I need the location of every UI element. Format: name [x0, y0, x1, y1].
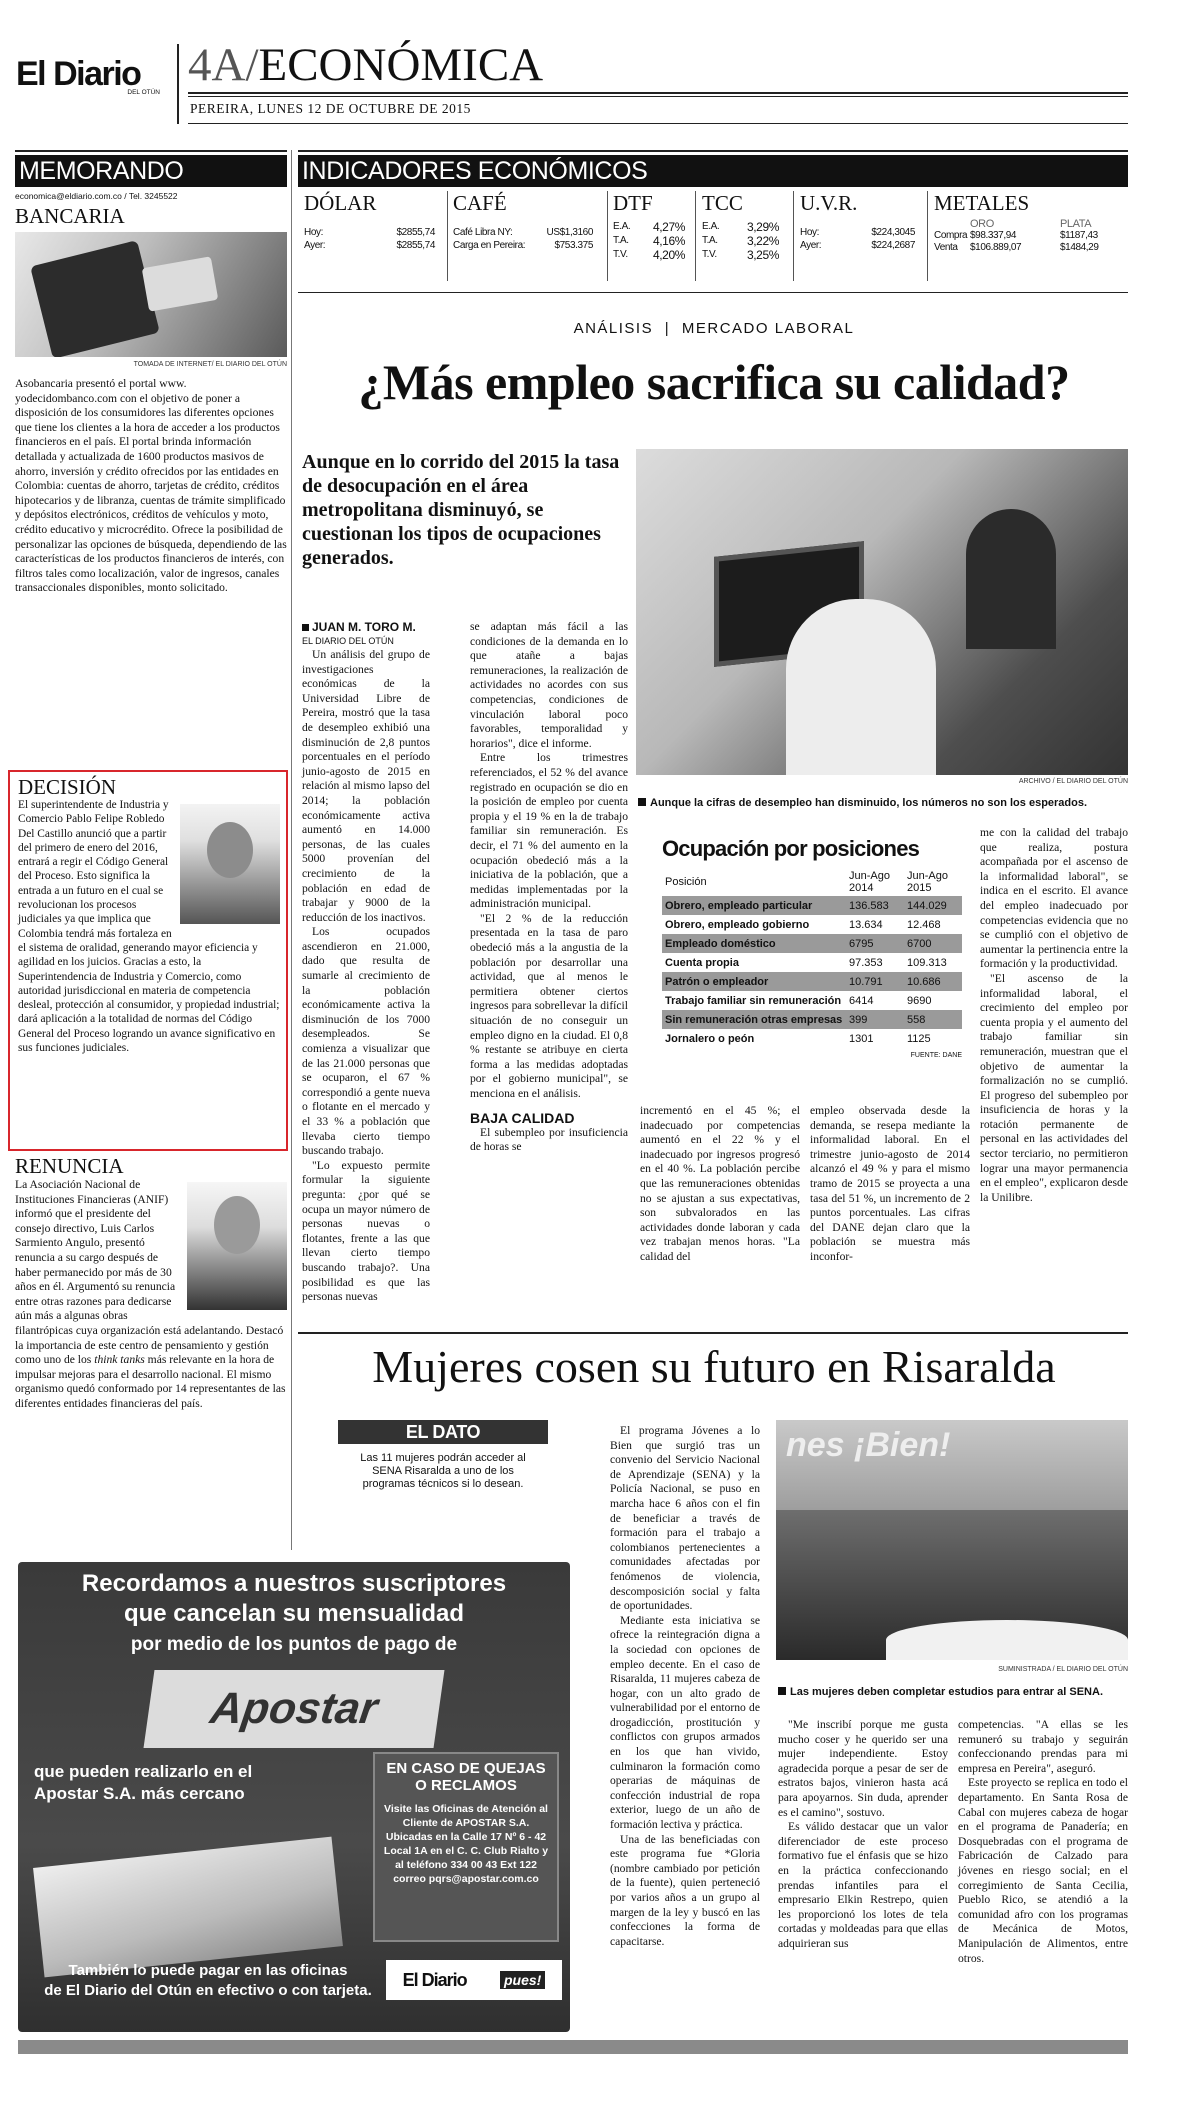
renuncia-section [15, 1154, 287, 1412]
value: $2855,74 [396, 240, 435, 251]
position-cell: Jornalero o peón [665, 1032, 755, 1045]
dolar-rows [304, 226, 447, 252]
value-cell: 9690 [907, 994, 932, 1007]
ad-bottom-1: También lo puede pagar en las oficinas [68, 1962, 348, 1979]
label: T.A. [613, 235, 629, 246]
article-deck: Aunque en lo corrido del 2015 la tasa de desocupación en el área metropolitana disminuyó, se cuestionan los tipos de ocupaciones generados. [302, 451, 620, 569]
tcc-block [696, 191, 794, 281]
value-cell: 109.313 [907, 956, 947, 969]
logo-sub: DEL OTÚN [127, 89, 160, 96]
tcc-rows [702, 220, 793, 262]
dtf-rows [613, 220, 695, 262]
table-row [662, 915, 962, 934]
renuncia-text-b: más relevante en la hora de impulsar mejoras para el desarrollo nacional. El mismo organismo quedó conformado por 14 representantes de las diferentes entidades financieras del país. [15, 1353, 286, 1410]
article-column-5 [980, 826, 1128, 1205]
value-cell: 136.583 [846, 896, 904, 915]
table-row [662, 991, 962, 1010]
masthead-divider [177, 44, 179, 124]
tcc-title: TCC [702, 191, 743, 215]
column-divider [291, 150, 292, 1550]
kicker-sep: | [664, 320, 671, 337]
paragraph: competencias. "A ellas se les remuneró su trabajo y seguirán confeccionando prendas para mi empresa en Pereira", aseguró. [958, 1718, 1128, 1775]
el-dato-text: Las 11 mujeres podrán acceder al SENA Risaralda a uno de los programas técnicos si lo desean. [360, 1452, 526, 1490]
el-dato-box [338, 1420, 548, 1491]
value-cell: 10.791 [846, 972, 904, 991]
section-name: ECONÓMICA [258, 39, 544, 91]
masthead-logo [16, 56, 166, 96]
article-column-4 [810, 1104, 970, 1265]
paragraph: Este proyecto se replica en todo el departamento. En Santa Rosa de Cabal con mujeres cabeza de hogar en el programa de Panadería; en Dosquebradas con el programa de Fabricación de Calzado para jóvenes en riesgo social; en el corregimiento de Santa Cecilia, Pueblo Rico, se atendió a la comunidad afro con los programas de Mecánica de Motos, Manipulación de Alimentos, entre otros. [958, 1776, 1128, 1965]
dateline: PEREIRA, LUNES 12 DE OCTUBRE DE 2015 [190, 101, 471, 116]
value: 3,29% [746, 220, 779, 234]
ad-line-3: por medio de los puntos de pago de [130, 1634, 458, 1655]
label: T.V. [613, 249, 628, 260]
oro-label: ORO [970, 218, 994, 230]
card-terminal-shape [30, 240, 160, 357]
mujeres-column-2 [778, 1718, 948, 1952]
metales-block [928, 191, 1128, 281]
value: 4,20% [652, 248, 685, 262]
paragraph: "Lo expuesto permite formular la siguiente pregunta: ¿por qué se ocupa un mayor número de personas nuevas o flotantes, frente a las que llevan cierto tiempo buscando trabajo?. Una posibilidad es que las personas nuevas [302, 1158, 430, 1304]
table-source: FUENTE: DANE [910, 1052, 962, 1059]
paragraph: Es válido destacar que un valor diferenciador de este proceso formativo fue el énfasis que se hizo en la práctica confeccionando prendas infantiles para el empresario Elkin Restrepo, quien les proporcionó los lotes de tela cortadas y moldeadas para que ellas adquirieran sus [778, 1820, 948, 1950]
indicadores-header: INDICADORES ECONÓMICOS [298, 155, 1128, 187]
value: $753.375 [554, 240, 593, 251]
value-cell: 144.029 [904, 896, 962, 915]
mujeres-column-1 [610, 1424, 760, 1949]
value: $224,3045 [871, 227, 915, 238]
ad-box-text: Visite las Oficinas de Atención al Cliente de APOSTAR S.A. Ubicadas en la Calle 17 Nº 6 - 42 Local 1A en el C. C. Club Rialto y al teléfono 334 00 43 Ext 122 correo pqrs@apostar.com.co [383, 1803, 549, 1885]
value-cell: 1301 [849, 1032, 874, 1045]
ad-line-4: que pueden realizarlo en el [34, 1762, 253, 1781]
article-kicker [300, 320, 1128, 337]
newspapers-shape [33, 1837, 343, 1978]
ocupacion-table [662, 836, 962, 1059]
uvr-rows [800, 226, 927, 252]
ad-logo-eldiario: El Diario [402, 1969, 467, 1990]
decision-box [8, 770, 288, 1151]
portrait-head [207, 822, 253, 878]
col-header: Jun-Ago 2015 [907, 870, 948, 894]
value: $2855,74 [396, 227, 435, 238]
article-headline: ¿Más empleo sacrifica su calidad? [358, 354, 1070, 410]
table-shape [886, 1620, 1128, 1660]
paragraph: "El ascenso de la informalidad laboral, el crecimiento del empleo por cuenta propia y el aumento del trabajo familiar sin remuneración, muestran que el objetivo de aumentar la formalización no se cumplió. El progreso del subempleo por insuficiencia de horas y la rotación permanente de personal en las actividades del sector terciario, no permitieron lograr una mayor permanencia en el empleo", explicaron desde la Unilibre. [980, 971, 1128, 1204]
renuncia-portrait [187, 1182, 287, 1310]
rule [298, 292, 1128, 293]
value-cell: 6795 [846, 934, 904, 953]
rule [298, 1332, 1128, 1334]
venta-label: Venta [934, 242, 958, 253]
page-number: 4A/ [188, 39, 259, 91]
paragraph: incrementó en el 45 %; el inadecuado por competencias aumentó en el 22 % y el inadecuado por ingresos progresó en el 40 %. La población percibe que las remuneraciones obtenidas no se ajustan a sus expectativas, son subvalorados en las actividades donde laboran y cada vez trabajan menos horas. "La calidad del [640, 1104, 800, 1263]
renuncia-title: RENUNCIA [15, 1154, 124, 1178]
value: 4,16% [652, 234, 685, 248]
paragraph: "El 2 % de la reducción presentada en la tasa de paro obedeció más a la angustia de la población por desarrollar una actividad, que al menos le permitiera obtener ciertos ingresos para sobrellevar la difícil situación de no conseguir un empleo digno en la ciudad. El 0,8 % restante se atribuye en cierta forma a las medidas adoptadas por el gobierno municipal", se menciona en el análisis. [470, 911, 628, 1100]
photo-banner: nes ¡Bien! [786, 1426, 951, 1464]
ad-line-5: Apostar S.A. más cercano [34, 1784, 245, 1803]
dolar-title: DÓLAR [304, 191, 377, 215]
label: Ayer: [800, 240, 822, 251]
rule [188, 96, 1128, 97]
col-header: Posición [665, 876, 707, 888]
ad-box-title-2: O RECLAMOS [415, 1777, 517, 1794]
paragraph: empleo observada desde la demanda, se resepa mediante la informalidad laboral. En el trimestre junio-agosto de 2014 alcanzó el 49 % y para el mismo tramo de 2015 se proyecta a una tasa del 51 %, un incremento de 2 puntos porcentuales. Las cifras del DANE dejan claro que la población se muestra más inconfor- [810, 1104, 970, 1263]
compra-label: Compra [934, 230, 968, 241]
byline-name: JUAN M. TORO M. [312, 620, 416, 634]
table [662, 868, 962, 1048]
ad-logo-pues: pues! [500, 1971, 545, 1989]
table-row [662, 953, 962, 972]
metales-grid [934, 218, 1128, 254]
label: E.A. [702, 221, 720, 232]
col-header: Jun-Ago 2014 [849, 870, 890, 894]
article-column-3 [640, 1104, 800, 1265]
label: Carga en Pereira: [453, 240, 526, 251]
mujeres-headline: Mujeres cosen su futuro en Risaralda [372, 1341, 1056, 1392]
mujeres-column-3 [958, 1718, 1128, 1966]
metales-title: METALES [934, 191, 1030, 215]
bancaria-title: BANCARIA [15, 204, 125, 228]
decision-title: DECISIÓN [18, 775, 116, 799]
caption-square-icon [778, 1687, 786, 1695]
position-cell: Empleado doméstico [662, 934, 846, 953]
apostar-brand: Apostar [207, 1684, 381, 1733]
indicadores-panel [298, 150, 1128, 281]
value-cell: 10.686 [904, 972, 962, 991]
byline-square-icon [302, 624, 309, 631]
rule [298, 150, 1128, 152]
caption-text: Aunque la cifras de desempleo han disminuido, los números no son los esperados. [650, 797, 1088, 809]
kicker-a: ANÁLISIS [573, 320, 654, 337]
dolar-block [298, 191, 448, 281]
paragraph: "Me inscribí porque me gusta mucho coser y he querido ser una mujer independiente. Estoy agradecida porque a pesar de ser de estratos bajos, vinieron hasta acá para apoyarnos. Sin duda, aprender es el camino", sostuvo. [778, 1718, 948, 1819]
rule [188, 123, 1128, 124]
value-cell: 6414 [849, 994, 874, 1007]
value: $224,2687 [871, 240, 915, 251]
oro-venta: $106.889,07 [970, 242, 1022, 253]
plata-venta: $1484,29 [1060, 242, 1099, 253]
paragraph: El subempleo por insuficiencia de horas se [470, 1125, 628, 1154]
label: T.V. [702, 249, 717, 260]
ad-box-title-1: EN CASO DE QUEJAS [386, 1760, 546, 1777]
table-row [662, 1029, 962, 1048]
value-cell: 6700 [904, 934, 962, 953]
article-photo-caption [638, 797, 1128, 809]
mujeres-photo [776, 1420, 1128, 1660]
position-cell: Sin remuneración otras empresas [662, 1010, 846, 1029]
memorando-header: MEMORANDO [15, 155, 287, 187]
el-dato-title: EL DATO [338, 1420, 548, 1444]
memorando-column [15, 150, 287, 596]
renuncia-text-a: La Asociación Nacional de Instituciones Financieras (ANIF) informó que el presidente del consejo directivo, Luis Carlos Sarmiento Angulo, presentó renuncia a su cargo después de haber permanecido por más de 30 años en él. Argumentó su renuncia entre otras razones para dedicarse aún más a algunas obras filantrópicas cuya organización está adelantando. Destacó la importancia de este centro de pensamiento y gestión como uno de los [15, 1178, 284, 1367]
paragraph: Entre los trimestres referenciados, el 52 % del avance registrado en ocupación se dio en la posición de empleo por cuenta propia y el 19 % en la de trabajo familiar sin remuneración. Es decir, el 71 % del aumento en la ocupación obedeció más a la iniciativa de la población, que a medidas implementadas por la administración municipal. [470, 751, 628, 911]
value: 3,25% [746, 248, 779, 262]
paragraph: se adaptan más fácil a las condiciones de la demanda en lo que atañe a bajas remuneraciones, la realización de actividades no acordes con sus competencias, condiciones de vinculación laboral poco favorables, temporalidad y horarios", dice el informe. [470, 620, 628, 750]
indicadores-grid [298, 191, 1128, 281]
value: 4,27% [652, 220, 685, 234]
position-cell: Cuenta propia [665, 956, 739, 969]
ad-logos [386, 1960, 562, 2000]
cafe-rows [453, 226, 607, 252]
value-cell: 13.634 [849, 918, 883, 931]
mujeres-photo-credit: SUMINISTRADA / EL DIARIO DEL OTÚN [998, 1666, 1128, 1673]
article-photo-credit: ARCHIVO / EL DIARIO DEL OTÚN [1018, 778, 1128, 785]
uvr-block [794, 191, 928, 281]
paragraph: Un análisis del grupo de investigaciones económicas de la Universidad Libre de Pereira, mostró que la tasa de desempleo exhibió una disminución de 2,8 puntos porcentuales en el período junio-agosto de 2015 en relación al mismo lapso del 2014; la población económicamente activa aumentó en 14.000 personas, de las cuales 5000 provenían del crecimiento de la población en edad de trabajar y 9000 de la reducción de los inactivos. [302, 648, 430, 924]
article-column-2 [470, 620, 628, 1155]
plata-compra: $1187,43 [1060, 230, 1098, 241]
position-cell: Obrero, empleado gobierno [665, 918, 810, 931]
value: US$1,3160 [546, 227, 593, 238]
apostar-logo [144, 1670, 445, 1748]
ad-line-1: Recordamos a nuestros suscriptores [81, 1570, 507, 1597]
person-shape [786, 599, 936, 775]
article-photo [636, 449, 1128, 775]
mujeres-photo-caption [778, 1686, 1130, 1698]
apostar-ad [18, 1562, 570, 2032]
oro-compra: $98.337,94 [970, 230, 1017, 241]
label: T.A. [702, 235, 718, 246]
position-cell: Patrón o empleador [662, 972, 846, 991]
value-cell: 1125 [907, 1032, 931, 1045]
card-shape [142, 256, 219, 311]
bancaria-photo-credit: TOMADA DE INTERNET/ EL DIARIO DEL OTÚN [133, 361, 287, 368]
rule [15, 150, 287, 152]
memorando-contact: economica@eldiario.com.co / Tel. 3245522 [15, 191, 178, 201]
paragraph: me con la calidad del trabajo que realiza, postura acompañada por el ascenso de la informalidad laboral", se indica en el escrito. El avance del empleo inadecuado por competencias evidencia que no se cumplió con el objetivo de aumentar la pertinencia entre la formación y la productividad. [980, 826, 1128, 971]
table-row [662, 1010, 962, 1029]
person-shape [966, 509, 1056, 649]
kicker-b: MERCADO LABORAL [681, 320, 855, 337]
table-row [662, 896, 962, 915]
renuncia-text-em: think tanks [94, 1353, 145, 1367]
cafe-title: CAFÉ [453, 191, 507, 215]
ad-line-2: que cancelan su mensualidad [123, 1600, 465, 1627]
cafe-block [448, 191, 608, 281]
paragraph: Una de las beneficiadas con este programa fue *Gloria (nombre cambiado por petición de la fuente), quien perteneció por varios años a un grupo al margen de la ley y buscó en las confecciones la forma de capacitarse. [610, 1832, 760, 1948]
table-title: Ocupación por posiciones [662, 836, 920, 861]
value-cell: 558 [904, 1010, 962, 1029]
plata-label: PLATA [1060, 218, 1092, 230]
logo-main: El Diario [16, 55, 141, 93]
paragraph: Los ocupados ascendieron en 21.000, dado que resulta de sumarle al crecimiento de la población económicamente activa la disminución de los 7000 desempleados. Se comienza a visualizar que de las 21.000 personas que se ocuparon, el 67 % correspondió a gente nueva o flotante en el mercado y el 33 % a población que llevaba cierto tiempo buscando trabajo. [302, 925, 430, 1158]
dtf-block [608, 191, 696, 281]
value: 3,22% [746, 234, 779, 248]
decision-portrait [180, 804, 280, 924]
label: Hoy: [304, 227, 323, 238]
paragraph: El programa Jóvenes a lo Bien que surgió tras un convenio del Servicio Nacional de Aprendizaje (SENA) y la Policía Nacional, se puso en marcha hace 6 años con el fin de beneficiar a través de formación para el trabajo a colombianos pertenecientes a comunidades afectadas por fenómenos de violencia, descomposición social y falta de oportunidades. [610, 1424, 760, 1613]
caption-square-icon [638, 798, 646, 806]
paragraph: Mediante esta iniciativa se ofrece la reintegración digna a la sociedad con opciones de empleo decente. En el caso de Risaralda, 11 mujeres cabeza de hogar, con un alto grado de vulnerabilidad por el entorno de drogadicción, prostitución y conflictos con grupos armados en los que han vivido, culminaron la formación como operarias de máquinas de confección industrial de ropa exterior, luego de un año de formación lectiva y práctica. [610, 1613, 760, 1832]
byline-org: EL DIARIO DEL OTÚN [302, 636, 394, 646]
rule [188, 92, 1128, 94]
table-header-row [662, 868, 962, 896]
article-column-1 [302, 620, 430, 1305]
portrait-head [214, 1196, 260, 1254]
value-cell: 12.468 [907, 918, 941, 931]
uvr-title: U.V.R. [800, 191, 858, 215]
byline [302, 620, 430, 634]
caption-text: Las mujeres deben completar estudios para entrar al SENA. [790, 1686, 1103, 1698]
table-row [662, 934, 962, 953]
value-cell: 399 [846, 1010, 904, 1029]
value-cell: 97.353 [849, 956, 883, 969]
ad-bottom-2: de El Diario del Otún en efectivo o con tarjeta. [44, 1982, 372, 1999]
decision-text: El superintendente de Industria y Comercio Pablo Felipe Robledo Del Castillo anunció que a partir del primero de enero del 2016, entrará a regir el Código General del Proceso. Esto significa la entrada a un futuro en el cual se revolucionan los procesos judiciales ya que implica que Colombia tendrá más fortaleza en el sistema de oralidad, generando mayor eficiencia y agilidad en los juicios. Gracias a esto, la Superintendencia de Industria y Comercio, como autoridad jurisdiccional en materia de competencia desleal, protección al consumidor, y propiedad industrial; dará aplicación a la totalidad de normas del Código General del Proceso logrando un avance significativo en sus funciones judiciales. [18, 799, 280, 1055]
table-row [662, 972, 962, 991]
bancaria-photo [15, 232, 287, 357]
position-cell: Trabajo familiar sin remuneración [665, 994, 842, 1007]
label: Café Libra NY: [453, 227, 513, 238]
label: Ayer: [304, 240, 326, 251]
subhead: BAJA CALIDAD [470, 1109, 575, 1126]
label: Hoy: [800, 227, 819, 238]
dtf-title: DTF [613, 191, 653, 215]
ad-complaints-box [373, 1752, 559, 1942]
page-title [188, 38, 543, 92]
bottom-band [18, 2040, 1128, 2054]
position-cell: Obrero, empleado particular [662, 896, 846, 915]
label: E.A. [613, 221, 631, 232]
bancaria-text: Asobancaria presentó el portal www. yodecidombanco.com con el objetivo de poner a disposición de los consumidores las diferentes opciones que tiene los clientes a la hora de acceder a los productos financieros en el país. El portal brinda información detallada y actualizada de 1600 productos masivos de ahorro, inversión y crédito ofrecidos por las entidades en Colombia: cuentas de ahorro, tarjetas de crédito, créditos hipotecarios y de libranza, cuentas de trámite simplificado y depósitos electrónicos, créditos de vehículos y moto, crédito educativo y microcrédito. Ofrece la posibilidad de personalizar las opciones de búsqueda, dependiendo de las características de los productos financieros de interés, con filtros tales como localización, valor de ingresos, canales transaccionales disponibles, monto solicitado. [15, 377, 287, 595]
